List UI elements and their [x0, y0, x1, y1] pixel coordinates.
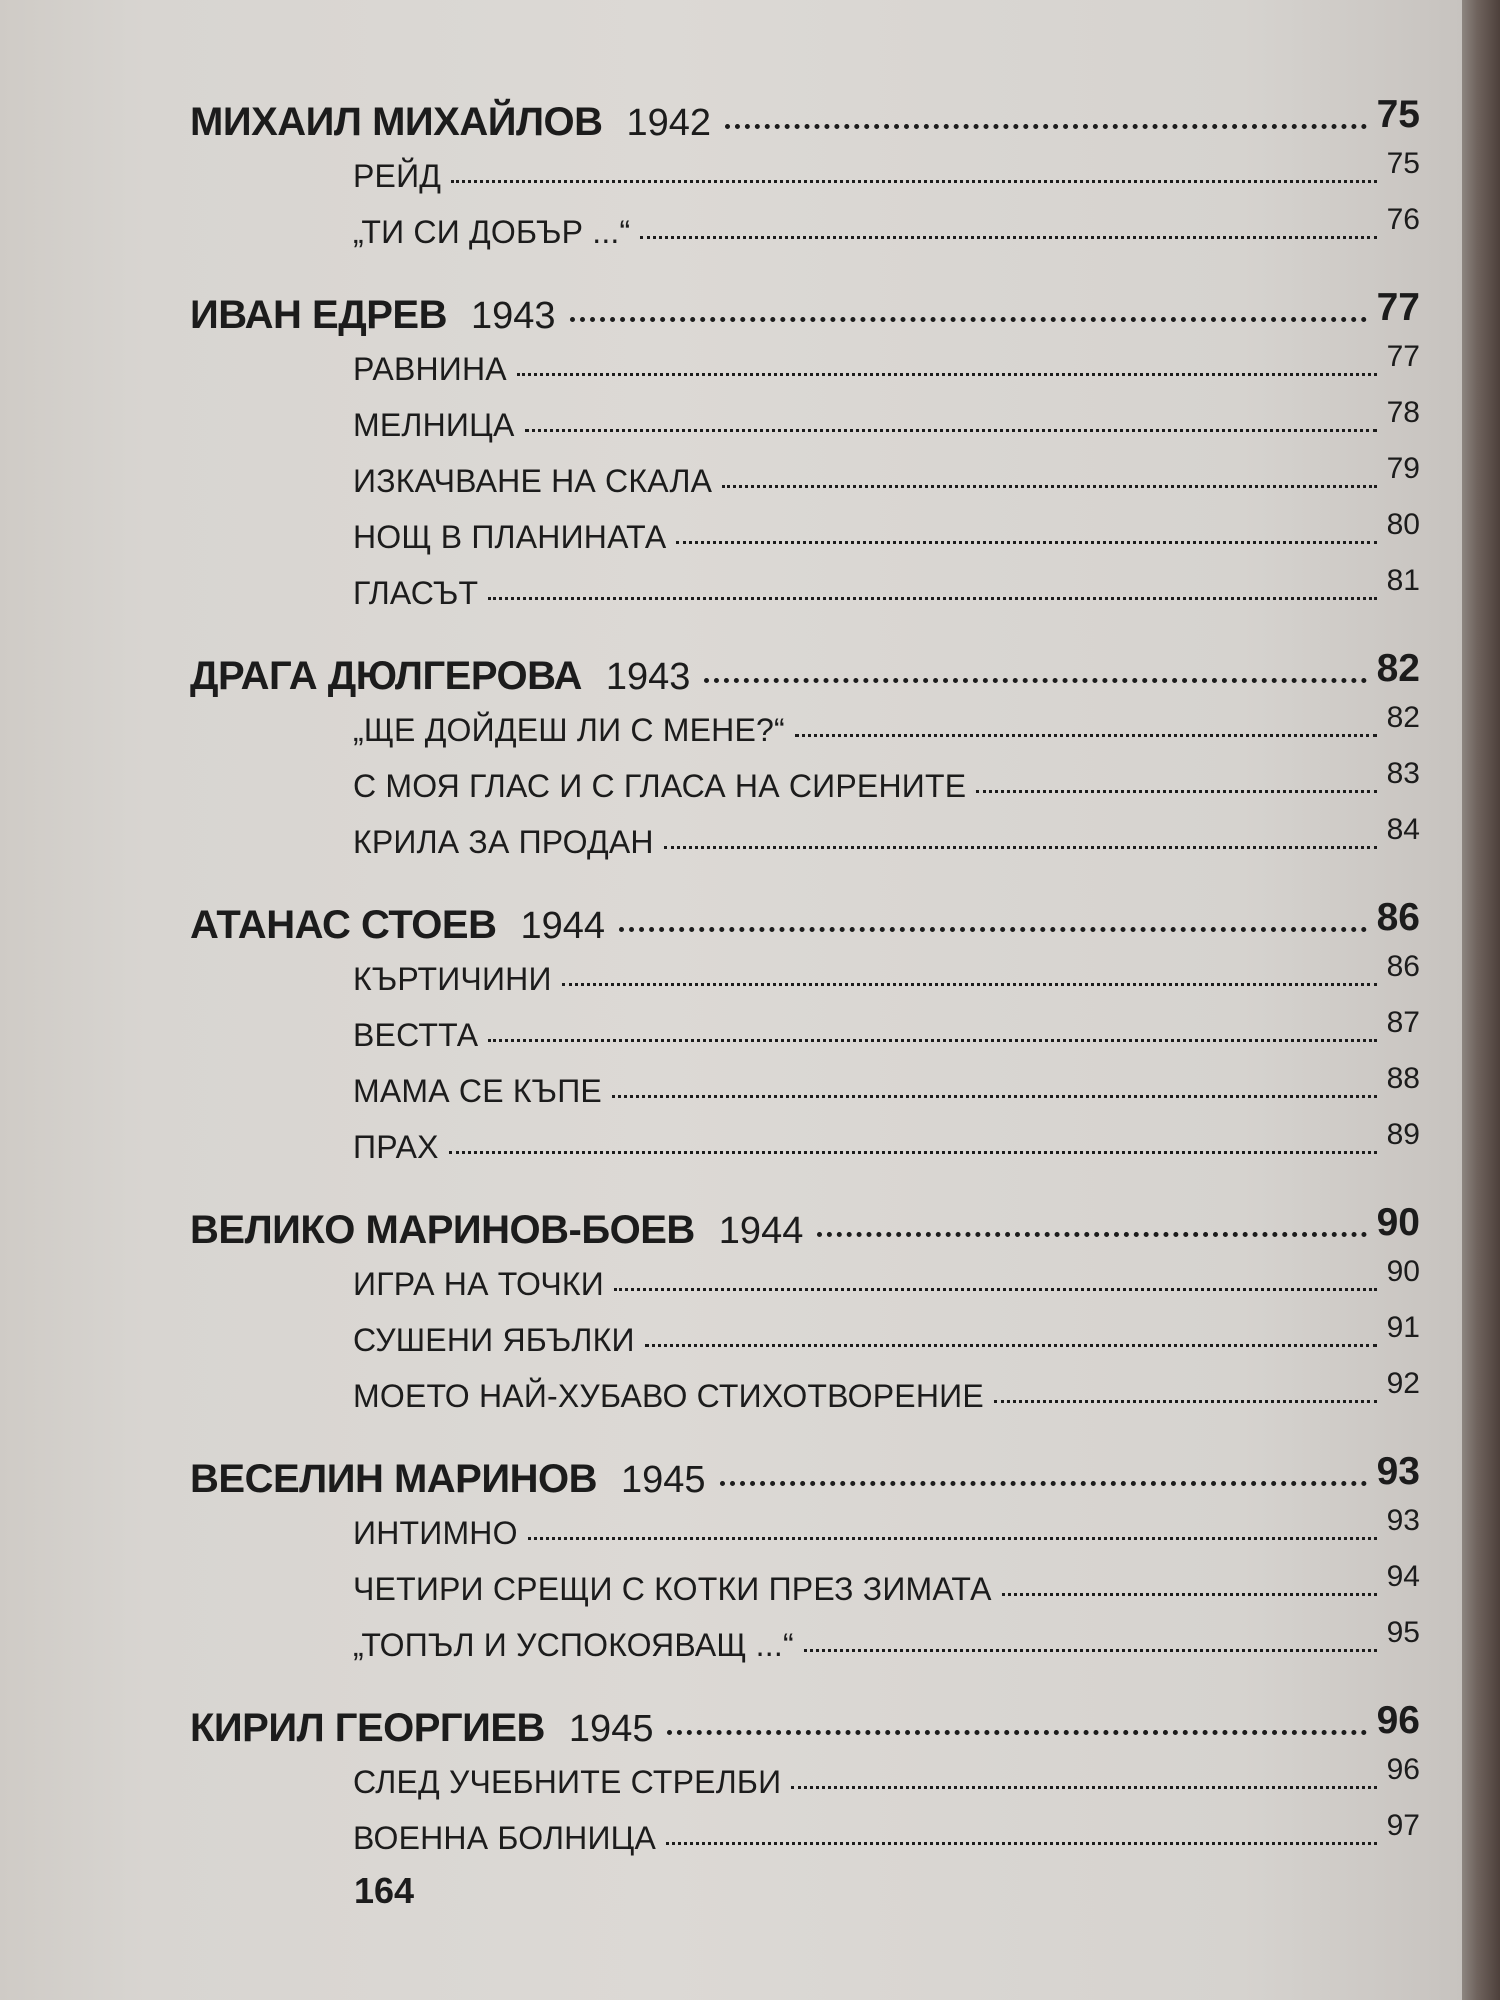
- poem-page-number: 87: [1386, 1006, 1420, 1039]
- poem-title: МЕЛНИЦА: [353, 407, 515, 443]
- toc-section: [190, 896, 1420, 1185]
- author-year: 1942: [626, 102, 712, 144]
- author-year: 1944: [718, 1210, 804, 1252]
- poem-title: ГЛАСЪТ: [353, 575, 479, 611]
- author-name: МИХАИЛ МИХАЙЛОВ: [190, 100, 603, 144]
- poem-page-number: 79: [1386, 452, 1420, 485]
- poem-page-number: 94: [1386, 1560, 1420, 1593]
- toc-author-entry: [190, 1201, 1420, 1266]
- toc-poem-entry: [353, 1118, 1420, 1185]
- dot-leader: [619, 927, 1367, 932]
- poem-page-number: 97: [1386, 1809, 1420, 1842]
- dot-leader: [720, 1481, 1367, 1486]
- dot-leader: [795, 734, 1377, 737]
- author-name: АТАНАС СТОЕВ: [190, 903, 497, 947]
- dot-leader: [666, 1842, 1377, 1845]
- dot-leader: [640, 236, 1376, 239]
- dot-leader: [525, 429, 1377, 432]
- poem-page-number: 96: [1386, 1753, 1420, 1786]
- poem-page-number: 86: [1386, 950, 1420, 983]
- toc-poem-entry: [353, 147, 1420, 214]
- dot-leader: [664, 846, 1377, 849]
- dot-leader: [517, 373, 1377, 376]
- toc-poem-entry: [353, 396, 1420, 463]
- poem-page-number: 93: [1386, 1504, 1420, 1537]
- toc-poem-entry: [353, 203, 1420, 270]
- poem-page-number: 89: [1386, 1118, 1420, 1151]
- poem-page-number: 84: [1386, 813, 1420, 846]
- poem-title: ВОЕННА БОЛНИЦА: [353, 1820, 657, 1856]
- poem-title: „ТОПЪЛ И УСПОКОЯВАЩ ...“: [353, 1627, 794, 1663]
- poem-title: „ТИ СИ ДОБЪР ...“: [353, 214, 631, 250]
- poem-title: РЕЙД: [353, 158, 442, 194]
- toc-poem-entry: [353, 452, 1420, 519]
- toc-poem-entry: [353, 813, 1420, 880]
- author-year: 1945: [568, 1708, 654, 1750]
- poem-title: ВЕСТТА: [353, 1017, 479, 1053]
- toc-author-entry: [190, 286, 1420, 351]
- toc-author-entry: [190, 896, 1420, 961]
- poem-title: МАМА СЕ КЪПЕ: [353, 1073, 602, 1109]
- author-name: КИРИЛ ГЕОРГИЕВ: [190, 1706, 545, 1750]
- dot-leader: [562, 983, 1377, 986]
- dot-leader: [488, 1039, 1376, 1042]
- author-page-number: 86: [1376, 896, 1420, 939]
- toc-poem-entry: [353, 1255, 1420, 1322]
- poem-title: КРИЛА ЗА ПРОДАН: [353, 824, 654, 860]
- poem-title: СУШЕНИ ЯБЪЛКИ: [353, 1322, 635, 1358]
- poem-title: ИЗКАЧВАНЕ НА СКАЛА: [353, 463, 713, 499]
- toc-poem-entry: [353, 1062, 1420, 1129]
- poem-page-number: 91: [1386, 1311, 1420, 1344]
- author-name: ДРАГА ДЮЛГЕРОВА: [190, 654, 582, 698]
- poem-title: СЛЕД УЧЕБНИТЕ СТРЕЛБИ: [353, 1764, 782, 1800]
- author-name: ИВАН ЕДРЕВ: [190, 293, 447, 337]
- toc-section: [190, 647, 1420, 880]
- toc-poem-entry: [353, 701, 1420, 768]
- toc-poem-entry: [353, 950, 1420, 1017]
- author-year: 1944: [520, 905, 606, 947]
- toc-poem-entry: [353, 1006, 1420, 1073]
- author-name: ВЕСЕЛИН МАРИНОВ: [190, 1457, 597, 1501]
- dot-leader: [528, 1537, 1377, 1540]
- author-year: 1943: [605, 656, 691, 698]
- poem-page-number: 76: [1386, 203, 1420, 236]
- toc-author-entry: [190, 1450, 1420, 1515]
- toc-poem-entry: [353, 1311, 1420, 1378]
- dot-leader: [488, 597, 1376, 600]
- poem-title: ЧЕТИРИ СРЕЩИ С КОТКИ ПРЕЗ ЗИМАТА: [353, 1571, 992, 1607]
- toc-section: [190, 286, 1420, 631]
- book-spine: [1462, 0, 1500, 2000]
- poem-title: ПРАХ: [353, 1129, 439, 1165]
- toc-poem-entry: [353, 508, 1420, 575]
- dot-leader: [645, 1344, 1377, 1347]
- author-year: 1945: [620, 1459, 706, 1501]
- poem-page-number: 88: [1386, 1062, 1420, 1095]
- poem-page-number: 95: [1386, 1616, 1420, 1649]
- author-page-number: 77: [1376, 286, 1420, 329]
- page-number: 164: [354, 1870, 415, 1911]
- dot-leader: [722, 485, 1376, 488]
- toc-section: [190, 1699, 1420, 1876]
- poem-page-number: 75: [1386, 147, 1420, 180]
- poem-title: С МОЯ ГЛАС И С ГЛАСА НА СИРЕНИТЕ: [353, 768, 967, 804]
- poem-title: РАВНИНА: [353, 351, 507, 387]
- author-page-number: 96: [1376, 1699, 1420, 1742]
- toc-poem-entry: [353, 564, 1420, 631]
- poem-title: ИГРА НА ТОЧКИ: [353, 1266, 604, 1302]
- dot-leader: [704, 678, 1366, 683]
- author-year: 1943: [470, 295, 556, 337]
- toc-poem-entry: [353, 757, 1420, 824]
- dot-leader: [449, 1151, 1377, 1154]
- toc-author-entry: [190, 93, 1420, 158]
- dot-leader: [1002, 1593, 1377, 1596]
- dot-leader: [451, 180, 1376, 183]
- poem-page-number: 92: [1386, 1367, 1420, 1400]
- author-page-number: 93: [1376, 1450, 1420, 1493]
- poem-page-number: 90: [1386, 1255, 1420, 1288]
- poem-page-number: 82: [1386, 701, 1420, 734]
- toc-poem-entry: [353, 1504, 1420, 1571]
- toc-poem-entry: [353, 340, 1420, 407]
- dot-leader: [994, 1400, 1377, 1403]
- dot-leader: [676, 541, 1376, 544]
- dot-leader: [804, 1649, 1377, 1652]
- poem-page-number: 77: [1386, 340, 1420, 373]
- toc-poem-entry: [353, 1753, 1420, 1820]
- toc-author-entry: [190, 647, 1420, 712]
- poem-title: МОЕТО НАЙ-ХУБАВО СТИХОТВОРЕНИЕ: [353, 1378, 984, 1414]
- toc-poem-entry: [353, 1367, 1420, 1434]
- dot-leader: [791, 1786, 1376, 1789]
- dot-leader: [614, 1288, 1377, 1291]
- dot-leader: [725, 124, 1367, 129]
- author-name: ВЕЛИКО МАРИНОВ-БОЕВ: [190, 1208, 695, 1252]
- dot-leader: [612, 1095, 1377, 1098]
- toc-section: [190, 1450, 1420, 1683]
- author-page-number: 75: [1376, 93, 1420, 136]
- poem-page-number: 78: [1386, 396, 1420, 429]
- toc-section: [190, 1201, 1420, 1434]
- dot-leader: [817, 1232, 1366, 1237]
- poem-title: ИНТИМНО: [353, 1515, 518, 1551]
- author-page-number: 90: [1376, 1201, 1420, 1244]
- poem-title: „ЩЕ ДОЙДЕШ ЛИ С МЕНЕ?“: [353, 712, 785, 748]
- poem-page-number: 81: [1386, 564, 1420, 597]
- dot-leader: [976, 790, 1376, 793]
- toc-section: [190, 93, 1420, 270]
- poem-page-number: 80: [1386, 508, 1420, 541]
- author-page-number: 82: [1376, 647, 1420, 690]
- poem-page-number: 83: [1386, 757, 1420, 790]
- poem-title: НОЩ В ПЛАНИНАТА: [353, 519, 667, 555]
- table-of-contents: [190, 93, 1420, 1899]
- toc-author-entry: [190, 1699, 1420, 1764]
- toc-poem-entry: [353, 1616, 1420, 1683]
- dot-leader: [570, 317, 1367, 322]
- toc-poem-entry: [353, 1560, 1420, 1627]
- toc-poem-entry: [353, 1809, 1420, 1876]
- dot-leader: [667, 1730, 1366, 1735]
- poem-title: КЪРТИЧИНИ: [353, 961, 552, 997]
